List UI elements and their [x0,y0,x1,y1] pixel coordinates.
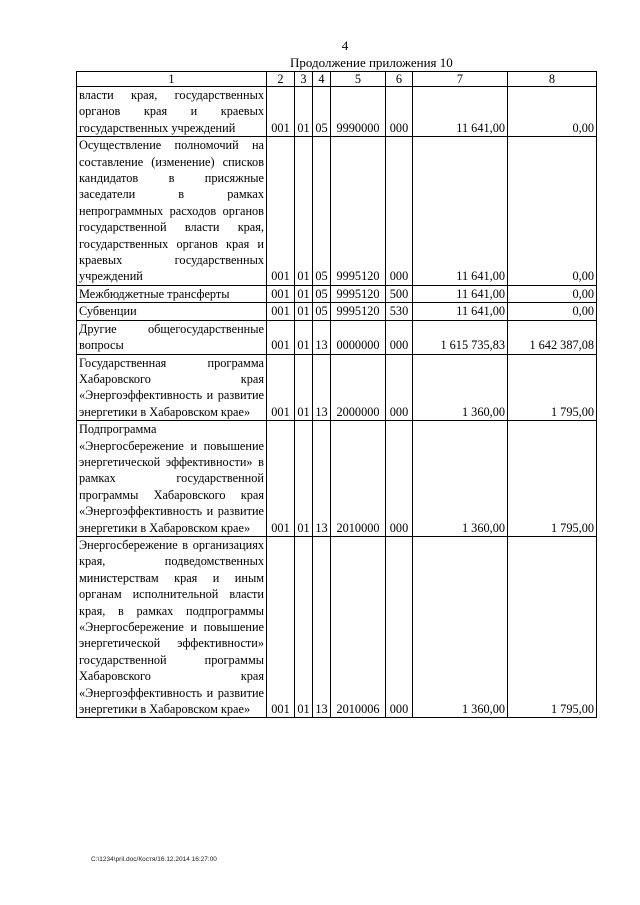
header-cell: 5 [331,72,386,87]
cell-amount-1: 1 360,00 [413,354,508,421]
row-name: Другие общегосударственные вопросы [77,320,267,354]
cell-code: 001 [267,320,295,354]
header-cell: 3 [295,72,313,87]
table-row [77,421,597,537]
cell-subsection: 13 [313,320,331,354]
cell-amount-1: 1 360,00 [413,421,508,537]
row-name: Субвенции [77,303,267,320]
cell-target: 0000000 [331,320,386,354]
header-cell: 4 [313,72,331,87]
header-cell: 2 [267,72,295,87]
header-cell: 6 [386,72,413,87]
cell-subsection: 05 [313,87,331,137]
cell-amount-2: 1 795,00 [508,536,597,717]
header-cell: 8 [508,72,597,87]
cell-amount-1: 1 615 735,83 [413,320,508,354]
cell-subsection: 13 [313,421,331,537]
cell-subsection: 05 [313,137,331,286]
cell-amount-2: 0,00 [508,303,597,320]
file-path-footer: C:\1234\pril.doc/Костя/16.12.2014 16:27:00 [91,856,217,863]
cell-target: 9990000 [331,87,386,137]
cell-type: 000 [386,536,413,717]
cell-section: 01 [295,285,313,302]
cell-amount-1: 11 641,00 [413,137,508,286]
cell-amount-2: 1 642 387,08 [508,320,597,354]
table-row [77,320,597,354]
table-row [77,354,597,421]
cell-target: 2010000 [331,421,386,537]
cell-code: 001 [267,354,295,421]
cell-section: 01 [295,320,313,354]
cell-section: 01 [295,137,313,286]
budget-table [76,71,597,718]
cell-amount-1: 11 641,00 [413,87,508,137]
cell-type: 000 [386,421,413,537]
cell-code: 001 [267,303,295,320]
cell-target: 2010006 [331,536,386,717]
header-row [77,72,597,87]
cell-code: 001 [267,87,295,137]
cell-amount-1: 11 641,00 [413,303,508,320]
header-cell: 7 [413,72,508,87]
cell-amount-2: 1 795,00 [508,421,597,537]
cell-type: 000 [386,137,413,286]
cell-subsection: 05 [313,303,331,320]
cell-amount-2: 0,00 [508,87,597,137]
header-cell: 1 [77,72,267,87]
cell-target: 9995120 [331,303,386,320]
cell-target: 2000000 [331,354,386,421]
cell-type: 530 [386,303,413,320]
cell-type: 000 [386,354,413,421]
cell-section: 01 [295,303,313,320]
row-name: Энергосбережение в организациях края, подведомственных министерствам края и иным органам исполнительной власти края, в рамках подпрограммы «Энергосбережение и повышение энергетической эффективности» государственной программы Хабаровского края «Энергоэффективность и развитие энергетики в Хабаровском крае» [77,536,267,717]
cell-code: 001 [267,137,295,286]
cell-amount-2: 0,00 [508,137,597,286]
table-row [77,87,597,137]
cell-code: 001 [267,536,295,717]
row-name: Межбюджетные трансферты [77,285,267,302]
cell-subsection: 13 [313,354,331,421]
cell-section: 01 [295,421,313,537]
cell-type: 000 [386,320,413,354]
cell-type: 500 [386,285,413,302]
table-row [77,285,597,302]
table-row [77,303,597,320]
table-row [77,137,597,286]
cell-amount-1: 11 641,00 [413,285,508,302]
table-row [77,536,597,717]
cell-code: 001 [267,421,295,537]
cell-section: 01 [295,87,313,137]
cell-amount-2: 0,00 [508,285,597,302]
row-name: власти края, государственных органов края и краевых государственных учреждений [77,87,267,137]
cell-amount-1: 1 360,00 [413,536,508,717]
cell-section: 01 [295,536,313,717]
cell-subsection: 13 [313,536,331,717]
cell-type: 000 [386,87,413,137]
row-name: Осуществление полномочий на составление (изменение) списков кандидатов в присяжные заседатели в рамках непрограммных расходов органов государственной власти края, государственных органов края и краевых государственных учреждений [77,137,267,286]
cell-subsection: 05 [313,285,331,302]
page-number: 4 [341,38,349,53]
row-name: Государственная программа Хабаровского края «Энергоэффективность и развитие энергетики в Хабаровском крае» [77,354,267,421]
cell-target: 9995120 [331,285,386,302]
row-name: Подпрограмма «Энергосбережение и повышение энергетической эффективности» в рамках государственной программы Хабаровского края «Энергоэффективность и развитие энергетики в Хабаровском крае» [77,421,267,537]
cell-amount-2: 1 795,00 [508,354,597,421]
cell-section: 01 [295,354,313,421]
cell-code: 001 [267,285,295,302]
appendix-continuation-title: Продолжение приложения 10 [290,55,453,70]
cell-target: 9995120 [331,137,386,286]
